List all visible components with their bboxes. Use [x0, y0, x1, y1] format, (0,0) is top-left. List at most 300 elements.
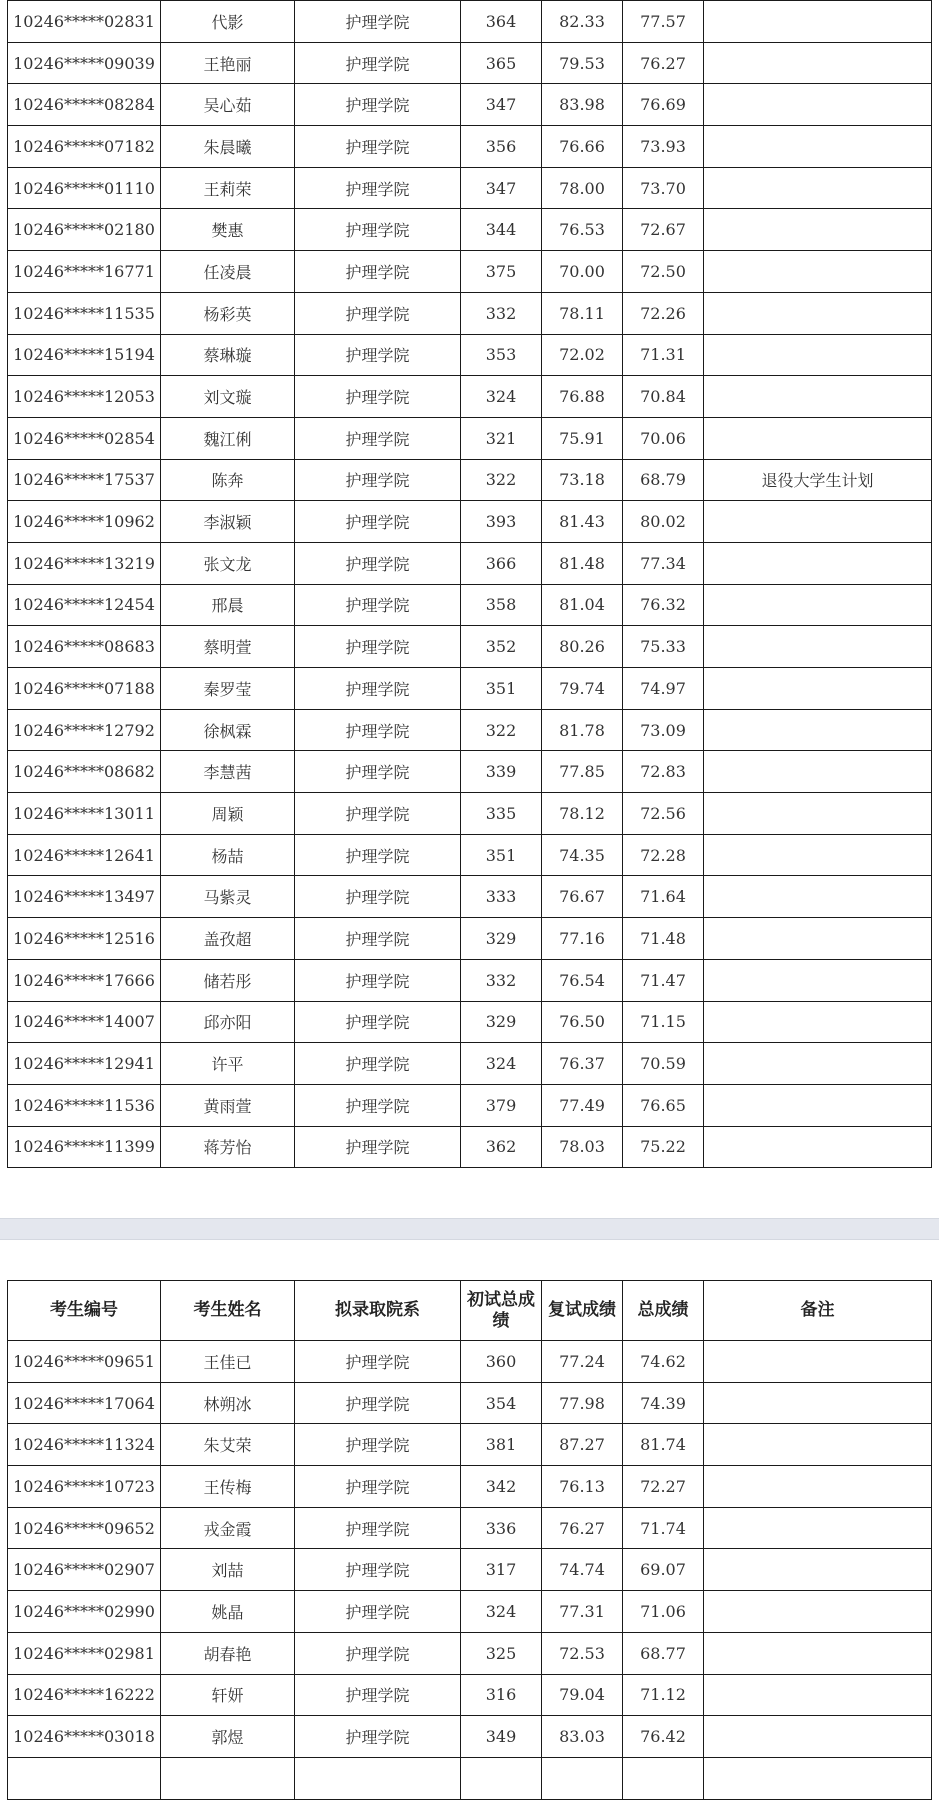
total-score-cell: 81.74 — [623, 1424, 704, 1466]
exam-id-cell: 10246*****16771 — [8, 251, 161, 293]
table-row — [8, 417, 932, 459]
retest-score-cell: 81.48 — [542, 542, 623, 584]
retest-score-cell: 78.11 — [542, 292, 623, 334]
exam-id-cell: 10246*****10723 — [8, 1466, 161, 1508]
initial-score-cell: 342 — [461, 1466, 542, 1508]
total-score-cell: 74.62 — [623, 1341, 704, 1383]
initial-score-cell: 344 — [461, 209, 542, 251]
remarks-cell — [704, 1, 932, 43]
retest-score-cell: 70.00 — [542, 251, 623, 293]
retest-score-cell: 75.91 — [542, 417, 623, 459]
total-score-cell: 76.42 — [623, 1716, 704, 1758]
name-cell: 刘文璇 — [161, 376, 295, 418]
total-score-cell: 72.28 — [623, 834, 704, 876]
exam-id-cell: 10246*****12053 — [8, 376, 161, 418]
remarks-cell — [704, 1126, 932, 1168]
header-retest-score: 复试成绩 — [542, 1281, 623, 1341]
retest-score-cell: 77.98 — [542, 1382, 623, 1424]
remarks-cell — [704, 1466, 932, 1508]
table-row — [8, 251, 932, 293]
table-body — [8, 0, 932, 1168]
table-row — [8, 1507, 932, 1549]
table-body — [8, 1341, 932, 1800]
total-score-cell: 73.70 — [623, 167, 704, 209]
name-cell: 朱艾荣 — [161, 1424, 295, 1466]
total-score-cell: 74.39 — [623, 1382, 704, 1424]
initial-score-cell: 349 — [461, 1716, 542, 1758]
remarks-cell — [704, 876, 932, 918]
remarks-cell — [704, 793, 932, 835]
total-score-cell: 71.47 — [623, 959, 704, 1001]
initial-score-cell: 347 — [461, 167, 542, 209]
table-row — [8, 1716, 932, 1758]
retest-score-cell: 79.04 — [542, 1674, 623, 1716]
total-score-cell: 75.22 — [623, 1126, 704, 1168]
initial-score-cell: 316 — [461, 1674, 542, 1716]
exam-id-cell: 10246*****17064 — [8, 1382, 161, 1424]
table-row — [8, 1674, 932, 1716]
name-cell: 邱亦阳 — [161, 1001, 295, 1043]
retest-score-cell: 76.88 — [542, 376, 623, 418]
remarks-cell: 退役大学生计划 — [704, 459, 932, 501]
total-score-cell: 71.31 — [623, 334, 704, 376]
retest-score-cell: 76.13 — [542, 1466, 623, 1508]
initial-score-cell: 324 — [461, 1043, 542, 1085]
remarks-cell — [704, 1084, 932, 1126]
name-cell: 徐枫霖 — [161, 709, 295, 751]
exam-id-cell: 10246*****14007 — [8, 1001, 161, 1043]
table-row — [8, 1001, 932, 1043]
total-score-cell: 68.77 — [623, 1632, 704, 1674]
total-score-cell: 71.48 — [623, 918, 704, 960]
name-cell: 魏江俐 — [161, 417, 295, 459]
exam-id-cell: 10246*****17666 — [8, 959, 161, 1001]
initial-score-cell: 336 — [461, 1507, 542, 1549]
name-cell — [161, 1757, 295, 1799]
exam-id-cell: 10246*****01110 — [8, 167, 161, 209]
table-row — [8, 376, 932, 418]
name-cell: 樊惠 — [161, 209, 295, 251]
initial-score-cell: 351 — [461, 834, 542, 876]
retest-score-cell: 83.98 — [542, 84, 623, 126]
retest-score-cell: 79.53 — [542, 42, 623, 84]
table-row — [8, 1549, 932, 1591]
total-score-cell: 76.32 — [623, 584, 704, 626]
retest-score-cell: 76.67 — [542, 876, 623, 918]
department-cell: 护理学院 — [295, 1674, 461, 1716]
remarks-cell — [704, 918, 932, 960]
retest-score-cell: 80.26 — [542, 626, 623, 668]
name-cell: 王莉荣 — [161, 167, 295, 209]
total-score-cell: 72.83 — [623, 751, 704, 793]
name-cell: 蔡明萱 — [161, 626, 295, 668]
page-separator — [0, 1218, 939, 1240]
retest-score-cell: 73.18 — [542, 459, 623, 501]
initial-score-cell: 365 — [461, 42, 542, 84]
department-cell: 护理学院 — [295, 1, 461, 43]
total-score-cell: 76.69 — [623, 84, 704, 126]
total-score-cell — [623, 1757, 704, 1799]
table-header-row — [8, 1281, 932, 1341]
department-cell: 护理学院 — [295, 1424, 461, 1466]
total-score-cell: 80.02 — [623, 501, 704, 543]
department-cell: 护理学院 — [295, 1043, 461, 1085]
initial-score-cell: 324 — [461, 1591, 542, 1633]
total-score-cell: 72.56 — [623, 793, 704, 835]
department-cell: 护理学院 — [295, 209, 461, 251]
department-cell: 护理学院 — [295, 292, 461, 334]
exam-id-cell — [8, 1757, 161, 1799]
table-row — [8, 126, 932, 168]
table-row — [8, 84, 932, 126]
department-cell: 护理学院 — [295, 1341, 461, 1383]
header-name: 考生姓名 — [161, 1281, 295, 1341]
remarks-cell — [704, 668, 932, 710]
total-score-cell: 72.26 — [623, 292, 704, 334]
exam-id-cell: 10246*****08682 — [8, 751, 161, 793]
table-row — [8, 1424, 932, 1466]
exam-id-cell: 10246*****08683 — [8, 626, 161, 668]
department-cell: 护理学院 — [295, 42, 461, 84]
remarks-cell — [704, 959, 932, 1001]
exam-id-cell: 10246*****13011 — [8, 793, 161, 835]
name-cell: 王传梅 — [161, 1466, 295, 1508]
table-row — [8, 1757, 932, 1799]
name-cell: 轩妍 — [161, 1674, 295, 1716]
name-cell: 郭煜 — [161, 1716, 295, 1758]
initial-score-cell: 329 — [461, 918, 542, 960]
initial-score-cell: 322 — [461, 709, 542, 751]
retest-score-cell: 77.49 — [542, 1084, 623, 1126]
total-score-cell: 70.59 — [623, 1043, 704, 1085]
table-row — [8, 1084, 932, 1126]
name-cell: 盖孜超 — [161, 918, 295, 960]
department-cell: 护理学院 — [295, 959, 461, 1001]
remarks-cell — [704, 709, 932, 751]
department-cell: 护理学院 — [295, 251, 461, 293]
remarks-cell — [704, 584, 932, 626]
department-cell — [295, 1757, 461, 1799]
table-row — [8, 959, 932, 1001]
admission-table-page-2 — [7, 1280, 932, 1800]
total-score-cell: 71.15 — [623, 1001, 704, 1043]
exam-id-cell: 10246*****10962 — [8, 501, 161, 543]
table-row — [8, 1, 932, 43]
name-cell: 蔡琳璇 — [161, 334, 295, 376]
table-row — [8, 918, 932, 960]
initial-score-cell: 332 — [461, 292, 542, 334]
retest-score-cell: 76.66 — [542, 126, 623, 168]
remarks-cell — [704, 1507, 932, 1549]
name-cell: 陈奔 — [161, 459, 295, 501]
department-cell: 护理学院 — [295, 542, 461, 584]
table-row — [8, 793, 932, 835]
department-cell: 护理学院 — [295, 1716, 461, 1758]
remarks-cell — [704, 1757, 932, 1799]
retest-score-cell: 82.33 — [542, 1, 623, 43]
exam-id-cell: 10246*****13219 — [8, 542, 161, 584]
table-row — [8, 1382, 932, 1424]
department-cell: 护理学院 — [295, 709, 461, 751]
total-score-cell: 70.84 — [623, 376, 704, 418]
remarks-cell — [704, 1632, 932, 1674]
table-row — [8, 1126, 932, 1168]
table-row — [8, 584, 932, 626]
exam-id-cell: 10246*****03018 — [8, 1716, 161, 1758]
retest-score-cell: 76.37 — [542, 1043, 623, 1085]
exam-id-cell: 10246*****08284 — [8, 84, 161, 126]
table-row — [8, 334, 932, 376]
department-cell: 护理学院 — [295, 167, 461, 209]
department-cell: 护理学院 — [295, 1507, 461, 1549]
name-cell: 王佳已 — [161, 1341, 295, 1383]
department-cell: 护理学院 — [295, 126, 461, 168]
name-cell: 杨喆 — [161, 834, 295, 876]
total-score-cell: 75.33 — [623, 626, 704, 668]
total-score-cell: 76.27 — [623, 42, 704, 84]
exam-id-cell: 10246*****11535 — [8, 292, 161, 334]
table-row — [8, 1632, 932, 1674]
total-score-cell: 69.07 — [623, 1549, 704, 1591]
remarks-cell — [704, 126, 932, 168]
table-row — [8, 751, 932, 793]
retest-score-cell: 77.24 — [542, 1341, 623, 1383]
exam-id-cell: 10246*****12454 — [8, 584, 161, 626]
retest-score-cell: 78.03 — [542, 1126, 623, 1168]
department-cell: 护理学院 — [295, 918, 461, 960]
remarks-cell — [704, 751, 932, 793]
department-cell: 护理学院 — [295, 584, 461, 626]
exam-id-cell: 10246*****12941 — [8, 1043, 161, 1085]
name-cell: 黄雨萱 — [161, 1084, 295, 1126]
retest-score-cell: 76.54 — [542, 959, 623, 1001]
remarks-cell — [704, 292, 932, 334]
total-score-cell: 68.79 — [623, 459, 704, 501]
header-total-score: 总成绩 — [623, 1281, 704, 1341]
exam-id-cell: 10246*****12641 — [8, 834, 161, 876]
total-score-cell: 77.34 — [623, 542, 704, 584]
total-score-cell: 71.64 — [623, 876, 704, 918]
table-row — [8, 709, 932, 751]
retest-score-cell: 79.74 — [542, 668, 623, 710]
initial-score-cell: 362 — [461, 1126, 542, 1168]
retest-score-cell: 76.27 — [542, 1507, 623, 1549]
remarks-cell — [704, 1382, 932, 1424]
initial-score-cell: 321 — [461, 417, 542, 459]
retest-score-cell: 83.03 — [542, 1716, 623, 1758]
retest-score-cell: 78.12 — [542, 793, 623, 835]
table-row — [8, 668, 932, 710]
name-cell: 刘喆 — [161, 1549, 295, 1591]
name-cell: 邢晨 — [161, 584, 295, 626]
exam-id-cell: 10246*****11399 — [8, 1126, 161, 1168]
name-cell: 张文龙 — [161, 542, 295, 584]
remarks-cell — [704, 1424, 932, 1466]
exam-id-cell: 10246*****09039 — [8, 42, 161, 84]
department-cell: 护理学院 — [295, 751, 461, 793]
remarks-cell — [704, 834, 932, 876]
initial-score-cell: 317 — [461, 1549, 542, 1591]
retest-score-cell: 77.16 — [542, 918, 623, 960]
initial-score-cell: 324 — [461, 376, 542, 418]
exam-id-cell: 10246*****02831 — [8, 1, 161, 43]
exam-id-cell: 10246*****12516 — [8, 918, 161, 960]
exam-id-cell: 10246*****09651 — [8, 1341, 161, 1383]
initial-score-cell: 381 — [461, 1424, 542, 1466]
name-cell: 马紫灵 — [161, 876, 295, 918]
total-score-cell: 71.06 — [623, 1591, 704, 1633]
retest-score-cell: 81.78 — [542, 709, 623, 751]
name-cell: 王艳丽 — [161, 42, 295, 84]
exam-id-cell: 10246*****02180 — [8, 209, 161, 251]
total-score-cell: 74.97 — [623, 668, 704, 710]
initial-score-cell: 325 — [461, 1632, 542, 1674]
name-cell: 代影 — [161, 1, 295, 43]
retest-score-cell: 77.31 — [542, 1591, 623, 1633]
table-row — [8, 167, 932, 209]
initial-score-cell: 329 — [461, 1001, 542, 1043]
table-row — [8, 209, 932, 251]
initial-score-cell: 347 — [461, 84, 542, 126]
remarks-cell — [704, 334, 932, 376]
initial-score-cell: 332 — [461, 959, 542, 1001]
department-cell: 护理学院 — [295, 834, 461, 876]
remarks-cell — [704, 251, 932, 293]
name-cell: 吴心茹 — [161, 84, 295, 126]
retest-score-cell: 72.53 — [542, 1632, 623, 1674]
table-row — [8, 1466, 932, 1508]
table-row — [8, 876, 932, 918]
initial-score-cell: 339 — [461, 751, 542, 793]
department-cell: 护理学院 — [295, 459, 461, 501]
initial-score-cell: 354 — [461, 1382, 542, 1424]
department-cell: 护理学院 — [295, 668, 461, 710]
name-cell: 朱晨曦 — [161, 126, 295, 168]
remarks-cell — [704, 167, 932, 209]
department-cell: 护理学院 — [295, 501, 461, 543]
name-cell: 蒋芳怡 — [161, 1126, 295, 1168]
name-cell: 任凌晨 — [161, 251, 295, 293]
table-row — [8, 542, 932, 584]
remarks-cell — [704, 42, 932, 84]
department-cell: 护理学院 — [295, 1084, 461, 1126]
department-cell: 护理学院 — [295, 1126, 461, 1168]
exam-id-cell: 10246*****09652 — [8, 1507, 161, 1549]
exam-id-cell: 10246*****16222 — [8, 1674, 161, 1716]
name-cell: 杨彩英 — [161, 292, 295, 334]
exam-id-cell: 10246*****07182 — [8, 126, 161, 168]
exam-id-cell: 10246*****11324 — [8, 1424, 161, 1466]
table-row — [8, 626, 932, 668]
table-row — [8, 501, 932, 543]
retest-score-cell: 76.50 — [542, 1001, 623, 1043]
total-score-cell: 76.65 — [623, 1084, 704, 1126]
name-cell: 李淑颖 — [161, 501, 295, 543]
department-cell: 护理学院 — [295, 1466, 461, 1508]
header-initial-score: 初试总成绩 — [461, 1281, 542, 1341]
exam-id-cell: 10246*****02981 — [8, 1632, 161, 1674]
total-score-cell: 70.06 — [623, 417, 704, 459]
retest-score-cell: 81.43 — [542, 501, 623, 543]
retest-score-cell — [542, 1757, 623, 1799]
table-row — [8, 1341, 932, 1383]
remarks-cell — [704, 209, 932, 251]
exam-id-cell: 10246*****13497 — [8, 876, 161, 918]
department-cell: 护理学院 — [295, 1382, 461, 1424]
remarks-cell — [704, 1549, 932, 1591]
remarks-cell — [704, 1591, 932, 1633]
initial-score-cell: 352 — [461, 626, 542, 668]
remarks-cell — [704, 1674, 932, 1716]
header-exam-id: 考生编号 — [8, 1281, 161, 1341]
table-row — [8, 1043, 932, 1085]
remarks-cell — [704, 417, 932, 459]
retest-score-cell: 77.85 — [542, 751, 623, 793]
department-cell: 护理学院 — [295, 1591, 461, 1633]
name-cell: 胡春艳 — [161, 1632, 295, 1674]
name-cell: 秦罗莹 — [161, 668, 295, 710]
name-cell: 李慧茜 — [161, 751, 295, 793]
total-score-cell: 72.67 — [623, 209, 704, 251]
exam-id-cell: 10246*****02854 — [8, 417, 161, 459]
department-cell: 护理学院 — [295, 626, 461, 668]
initial-score-cell: 351 — [461, 668, 542, 710]
exam-id-cell: 10246*****02990 — [8, 1591, 161, 1633]
name-cell: 储若彤 — [161, 959, 295, 1001]
retest-score-cell: 72.02 — [542, 334, 623, 376]
department-cell: 护理学院 — [295, 793, 461, 835]
department-cell: 护理学院 — [295, 1549, 461, 1591]
total-score-cell: 71.74 — [623, 1507, 704, 1549]
initial-score-cell: 358 — [461, 584, 542, 626]
name-cell: 戎金霞 — [161, 1507, 295, 1549]
initial-score-cell: 364 — [461, 1, 542, 43]
initial-score-cell: 353 — [461, 334, 542, 376]
exam-id-cell: 10246*****15194 — [8, 334, 161, 376]
exam-id-cell: 10246*****11536 — [8, 1084, 161, 1126]
exam-id-cell: 10246*****07188 — [8, 668, 161, 710]
initial-score-cell: 375 — [461, 251, 542, 293]
remarks-cell — [704, 626, 932, 668]
initial-score-cell: 333 — [461, 876, 542, 918]
initial-score-cell: 393 — [461, 501, 542, 543]
admission-table-page-1 — [7, 0, 932, 1168]
department-cell: 护理学院 — [295, 876, 461, 918]
header-remarks: 备注 — [704, 1281, 932, 1341]
table-row — [8, 1591, 932, 1633]
initial-score-cell: 335 — [461, 793, 542, 835]
initial-score-cell — [461, 1757, 542, 1799]
total-score-cell: 71.12 — [623, 1674, 704, 1716]
initial-score-cell: 379 — [461, 1084, 542, 1126]
total-score-cell: 72.27 — [623, 1466, 704, 1508]
total-score-cell: 77.57 — [623, 1, 704, 43]
department-cell: 护理学院 — [295, 1001, 461, 1043]
department-cell: 护理学院 — [295, 376, 461, 418]
table-row — [8, 42, 932, 84]
exam-id-cell: 10246*****12792 — [8, 709, 161, 751]
remarks-cell — [704, 1001, 932, 1043]
table-row — [8, 292, 932, 334]
initial-score-cell: 366 — [461, 542, 542, 584]
retest-score-cell: 78.00 — [542, 167, 623, 209]
total-score-cell: 72.50 — [623, 251, 704, 293]
exam-id-cell: 10246*****17537 — [8, 459, 161, 501]
name-cell: 许平 — [161, 1043, 295, 1085]
total-score-cell: 73.09 — [623, 709, 704, 751]
remarks-cell — [704, 1341, 932, 1383]
remarks-cell — [704, 501, 932, 543]
